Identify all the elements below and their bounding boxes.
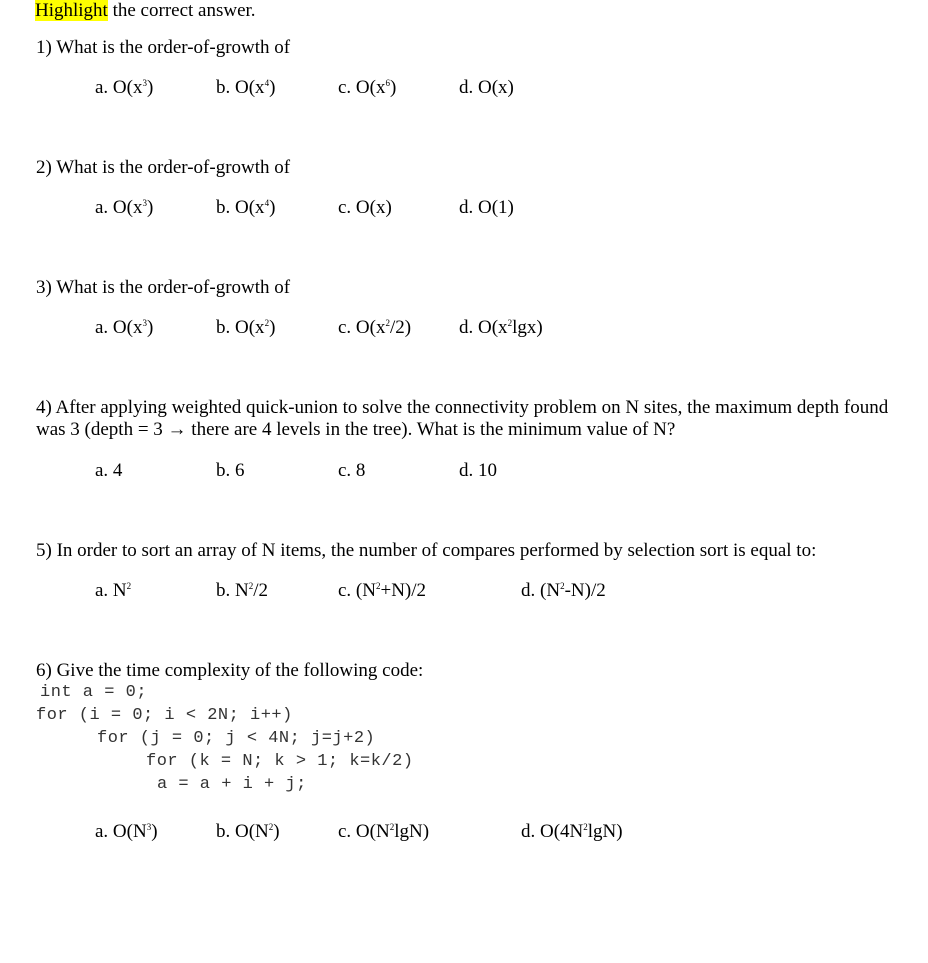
question-5-prompt: 5) In order to sort an array of N items, the number of compares performed by selection sort is equal to:: [36, 540, 817, 561]
q5-option-b[interactable]: b. $N^2/2$: [216, 580, 269, 601]
q5-option-d[interactable]: d. $(N^2-N)/2$: [521, 580, 606, 601]
code-line-4: for (k = N; k > 1; k=k/2): [146, 752, 414, 771]
q3-option-a[interactable]: a. $O(x^3)$: [95, 317, 154, 338]
q1-option-c[interactable]: c. $O(x^6)$: [338, 77, 397, 98]
q6-option-c[interactable]: c. $O(N^2\lg N)$: [338, 821, 430, 842]
code-line-5: a = a + i + j;: [157, 775, 307, 794]
code-line-2: for (i = 0; i < 2N; i++): [36, 706, 293, 725]
q1-option-a[interactable]: a. $O(x^3)$: [95, 77, 154, 98]
question-1-prompt: 1) What is the order-of-growth of: [36, 37, 291, 58]
q2-option-b[interactable]: b. $O(x^4)$: [216, 197, 276, 218]
q1-option-d[interactable]: d. O(x): [459, 77, 514, 98]
instruction-rest: the correct answer.: [107, 0, 256, 21]
q3-option-d[interactable]: d. $O(x^2\lg x)$: [459, 317, 543, 338]
q6-option-b[interactable]: b. $O(N^2)$: [216, 821, 280, 842]
q2-option-d[interactable]: d. O(1): [459, 197, 514, 218]
question-2-prompt: 2) What is the order-of-growth of: [36, 157, 291, 178]
q2-option-c[interactable]: c. O(x): [338, 197, 392, 218]
code-line-3: for (j = 0; j < 4N; j=j+2): [97, 729, 376, 748]
q6-option-d[interactable]: d. $O(4N^2\lg N)$: [521, 821, 623, 842]
instruction: [35, 0, 256, 22]
q4-option-d[interactable]: d. 10: [459, 460, 497, 481]
question-4-prompt: 4) After applying weighted quick-union to solve the connectivity problem on N sites, the maximum depth found was 3 (depth = 3 → there are 4 levels in the tree). What is the minimum value of N?: [36, 397, 889, 440]
q3-option-c[interactable]: c. $O(x^2/2)$: [338, 317, 412, 338]
question-6-prompt: 6) Give the time complexity of the following code:: [36, 660, 424, 681]
code-line-1: int a = 0;: [40, 683, 148, 702]
q1-option-b[interactable]: b. $O(x^4)$: [216, 77, 276, 98]
q2-option-a[interactable]: a. $O(x^3)$: [95, 197, 154, 218]
q3-option-b[interactable]: b. $O(x^2)$: [216, 317, 276, 338]
q4-option-c[interactable]: c. 8: [338, 460, 366, 481]
q6-option-a[interactable]: a. $O(N^3)$: [95, 821, 158, 842]
highlight-word: Highlight: [35, 0, 108, 21]
q5-option-c[interactable]: c. $(N^2+N)/2$: [338, 580, 427, 601]
q4-option-a[interactable]: a. 4: [95, 460, 123, 481]
q4-option-b[interactable]: b. 6: [216, 460, 245, 481]
question-3-prompt: 3) What is the order-of-growth of: [36, 277, 291, 298]
q5-option-a[interactable]: a. $N^2$: [95, 580, 132, 601]
